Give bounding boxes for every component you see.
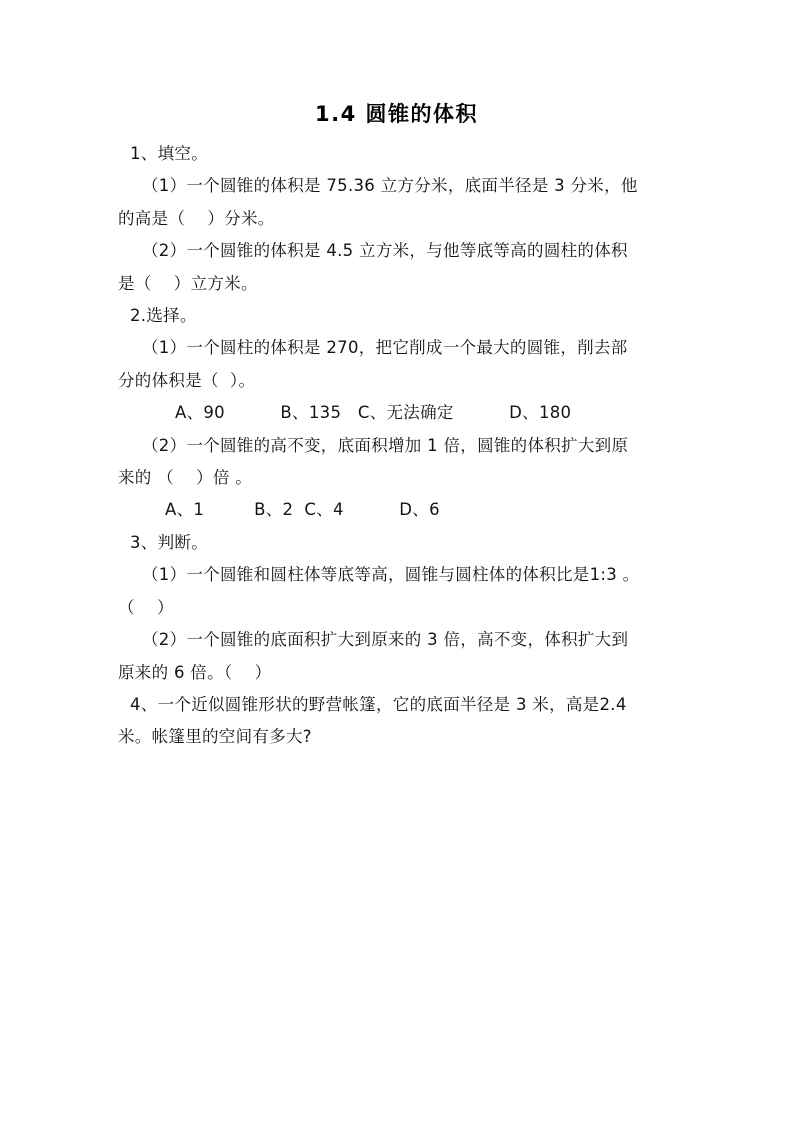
- text-line: （2）一个圆锥的体积是 4.5 立方米，与他等底等高的圆柱的体积: [142, 241, 628, 261]
- text-line: 分的体积是（ ）。: [118, 370, 256, 390]
- answer-option-row: A、90 B、135 C、无法确定 D、180: [175, 403, 572, 423]
- text-line: 是（ ）立方米。: [118, 273, 258, 293]
- text-line: 4、一个近似圆锥形状的野营帐篷，它的底面半径是 3 米，高是2.4: [130, 694, 627, 714]
- text-line: （2）一个圆锥的底面积扩大到原来的 3 倍，高不变，体积扩大到: [142, 630, 629, 650]
- text-line: 米。帐篷里的空间有多大?: [118, 727, 312, 747]
- text-line: （1）一个圆柱的体积是 270，把它削成一个最大的圆锥，削去部: [142, 338, 628, 358]
- text-line: 2.选择。: [130, 306, 197, 326]
- text-line: 3、判断。: [130, 532, 208, 552]
- text-line: 来的 （ ）倍 。: [118, 468, 253, 488]
- text-line: （2）一个圆锥的高不变，底面积增加 1 倍，圆锥的体积扩大到原: [142, 435, 629, 455]
- answer-option-row: A、1 B、2 C、4 D、6: [165, 500, 440, 520]
- text-line: （1）一个圆锥的体积是 75.36 立方分米，底面半径是 3 分米，他: [142, 176, 638, 196]
- text-line: 原来的 6 倍。（ ）: [118, 662, 272, 682]
- page-title: 1.4 圆锥的体积: [314, 102, 478, 126]
- text-line: 1、填空。: [130, 144, 208, 163]
- text-line: 的高是（ ）分米。: [118, 208, 275, 228]
- text-line: （ ）: [118, 597, 174, 617]
- worksheet-body: [118, 138, 680, 754]
- text-line: （1）一个圆锥和圆柱体等底等高，圆锥与圆柱体的体积比是1:3 。: [142, 565, 640, 585]
